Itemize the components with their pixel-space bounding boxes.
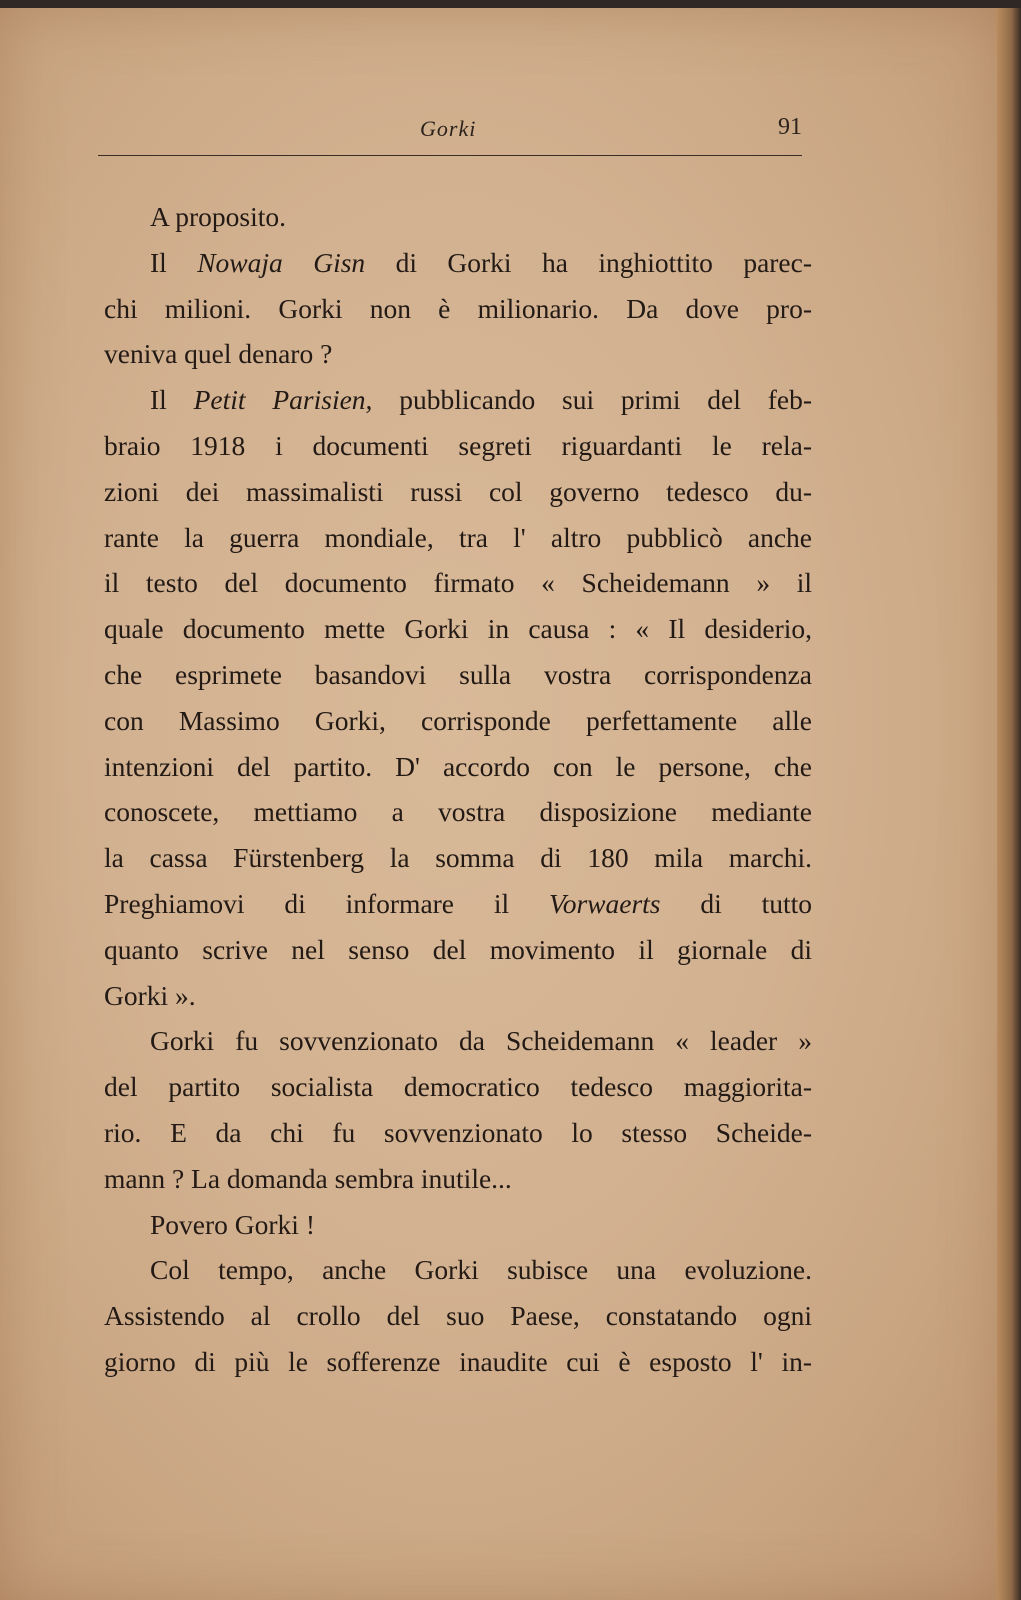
text-line: rante la guerra mondiale, tra l' altro pubblicò anche (104, 521, 812, 553)
text-line: Gorki ». (104, 979, 196, 1011)
text-line: Assistendo al crollo del suo Paese, constatando ogni (104, 1300, 812, 1332)
text-line: con Massimo Gorki, corrisponde perfettamente alle (104, 704, 812, 736)
text-line: conoscete, mettiamo a vostra disposizione mediante (104, 796, 812, 828)
text-line: quanto scrive nel senso del movimento il giornale di (104, 933, 812, 965)
text-line: chi milioni. Gorki non è milionario. Da dove pro- (104, 292, 812, 324)
text-line: veniva quel denaro ? (104, 338, 333, 370)
text-line: Il Nowaja Gisn di Gorki ha inghiottito parec- (150, 246, 813, 278)
text-line: rio. E da chi fu sovvenzionato lo stesso Scheide- (104, 1116, 812, 1148)
text-line: la cassa Fürstenberg la somma di 180 mila marchi. (104, 842, 812, 874)
text-line: zioni dei massimalisti russi col governo tedesco du- (104, 475, 812, 507)
text-line: Povero Gorki ! (150, 1208, 315, 1240)
running-title: Gorki (420, 116, 477, 141)
text-line: A proposito. (150, 201, 286, 232)
text-line: Il Petit Parisien, pubblicando sui primi del feb- (150, 384, 812, 416)
book-spine-edge (997, 8, 1021, 1600)
text-line: intenzioni del partito. D' accordo con le persone, che (104, 750, 812, 782)
header-rule (98, 155, 802, 156)
body-text (104, 194, 812, 1385)
page-header (100, 108, 802, 148)
periodical-title: Vorwaerts (548, 887, 661, 919)
text-line: che esprimete basandovi sulla vostra corrispondenza (104, 658, 812, 690)
text-line: braio 1918 i documenti segreti riguardanti le rela- (104, 429, 812, 461)
text-line: giorno di più le sofferenze inaudite cui è esposto l' in- (104, 1345, 812, 1377)
text-line: il testo del documento firmato « Scheidemann » il (104, 567, 812, 599)
periodical-title: Petit Parisien, (193, 384, 373, 416)
text-line: del partito socialista democratico tedesco maggiorita- (104, 1071, 812, 1103)
periodical-title: Nowaja Gisn (197, 246, 366, 278)
text-line: quale documento mette Gorki in causa : « Il desiderio, (104, 613, 812, 645)
text-line: mann ? La domanda sembra inutile... (104, 1162, 512, 1194)
text-line: Gorki fu sovvenzionato da Scheidemann « leader » (150, 1025, 812, 1057)
page-number: 91 (778, 114, 802, 140)
text-line: Preghiamovi di informare il Vorwaerts di tutto (104, 887, 812, 919)
text-line: Col tempo, anche Gorki subisce una evoluzione. (150, 1254, 812, 1286)
